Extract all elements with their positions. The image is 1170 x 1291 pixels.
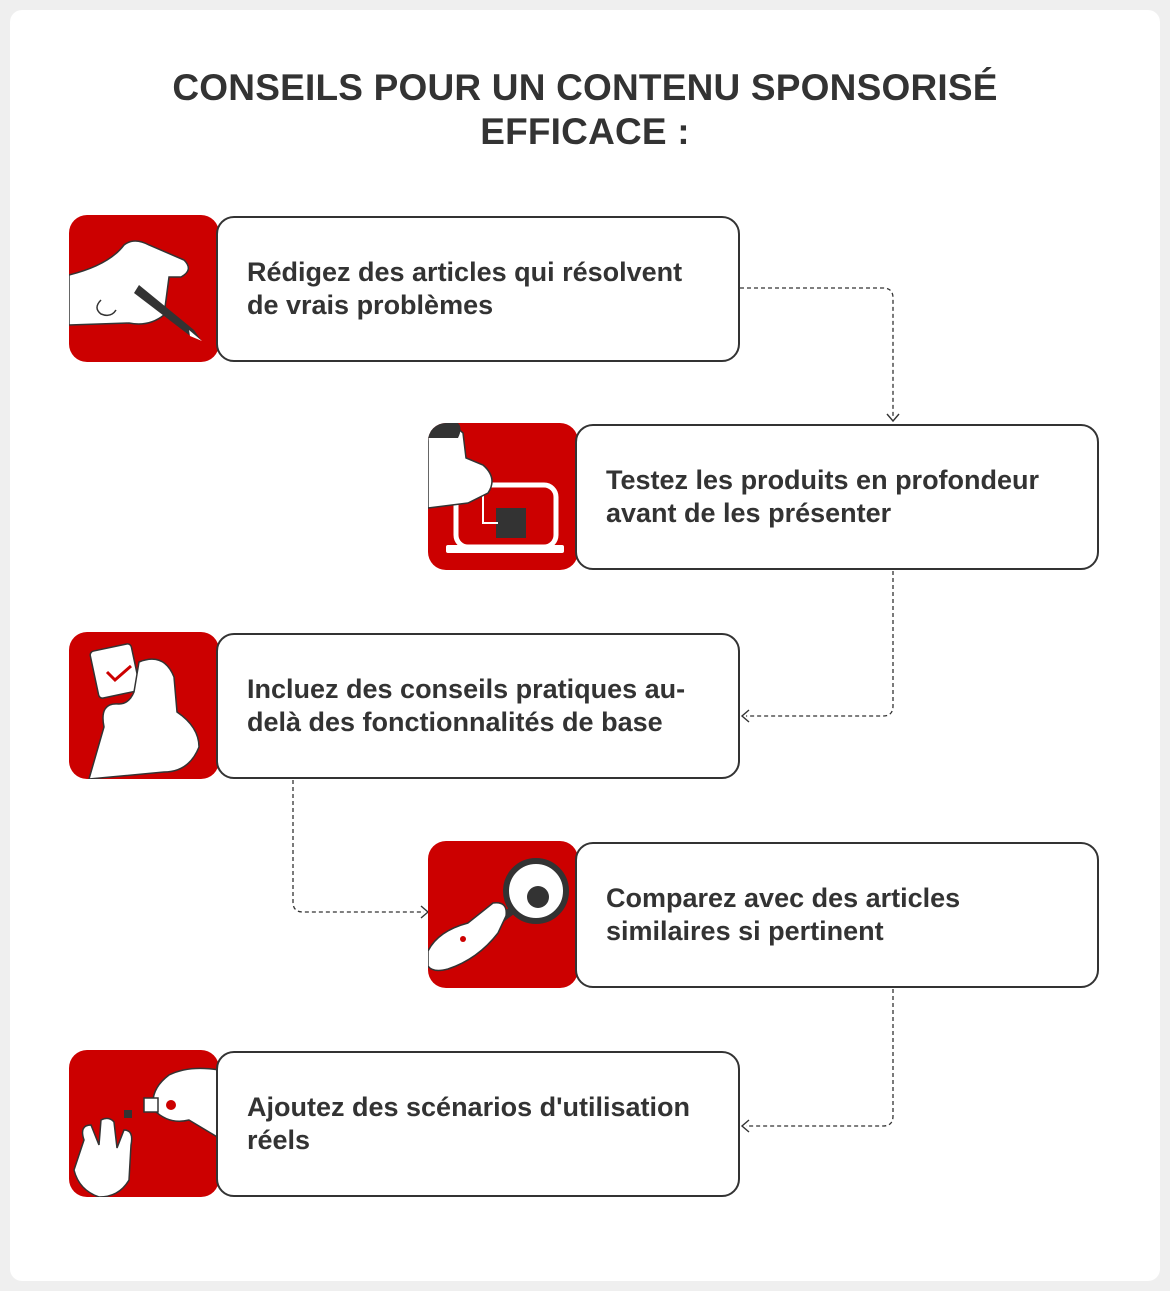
step-4-box <box>575 842 1099 988</box>
step-2-text: Testez les produits en profondeur avant de les présenter <box>606 465 1040 528</box>
step-3-text: Incluez des conseils pratiques au-delà des fonctionnalités de base <box>247 674 686 737</box>
step-4-text: Comparez avec des articles similaires si pertinent <box>606 883 961 946</box>
title-line-2: EFFICACE : <box>480 111 690 152</box>
step-3 <box>69 632 739 779</box>
hand-checklist-icon <box>69 632 219 779</box>
page-title <box>0 66 1170 154</box>
step-2 <box>428 423 1098 570</box>
step-4 <box>428 841 1098 988</box>
step-5-box <box>216 1051 740 1197</box>
hand-magnifier-icon <box>428 841 578 988</box>
step-3-box <box>216 633 740 779</box>
hand-laptop-icon <box>428 423 578 570</box>
hands-puzzle-icon <box>69 1050 219 1197</box>
hand-pencil-icon <box>69 215 219 362</box>
step-5-text: Ajoutez des scénarios d'utilisation réels <box>247 1092 691 1155</box>
step-1 <box>69 215 739 362</box>
title-line-1: CONSEILS POUR UN CONTENU SPONSORISÉ <box>172 67 998 108</box>
step-1-text: Rédigez des articles qui résolvent de vrais problèmes <box>247 257 683 320</box>
step-5 <box>69 1050 739 1197</box>
step-2-box <box>575 424 1099 570</box>
step-1-box <box>216 216 740 362</box>
